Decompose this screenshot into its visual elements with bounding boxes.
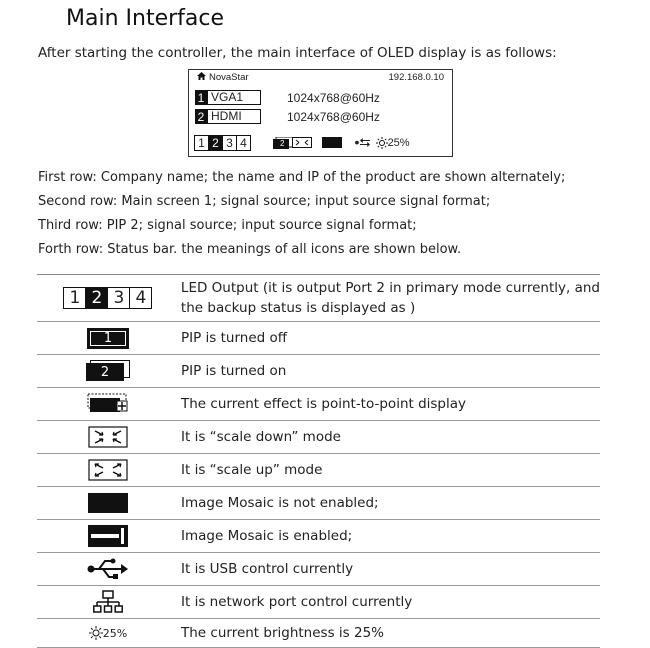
table-row: 2 PIP is turned on — [37, 355, 600, 388]
usb-icon: •⮀ — [354, 134, 371, 150]
oled-display — [188, 69, 453, 157]
table-row: Image Mosaic is not enabled; — [37, 487, 600, 520]
intro-text: After starting the controller, the main interface of OLED display is as follows: — [38, 45, 557, 61]
brightness-value: 25% — [387, 136, 410, 149]
status-bar — [194, 134, 410, 151]
port-4: 4 — [240, 135, 247, 150]
mosaic-on-icon — [88, 525, 128, 547]
pip-number: 2 — [195, 109, 207, 124]
table-row: 1 2 3 4 LED Output (it is output Port 2 in primary mode currently, and the backup status is displayed as ) — [37, 275, 600, 322]
table-row: It is network port control currently — [37, 586, 600, 619]
port-3: 3 — [223, 136, 237, 150]
scale-up-icon — [88, 459, 128, 481]
led-output-ports — [194, 135, 251, 151]
table-row: It is “scale up” mode — [37, 454, 600, 487]
main-screen-row — [195, 90, 380, 105]
point-to-point-icon — [87, 393, 129, 415]
led-output-icon: 1 2 3 4 — [63, 287, 152, 309]
scale-down-icon — [292, 137, 312, 148]
company-row — [197, 72, 249, 83]
pip-off-icon: 1 — [87, 328, 129, 349]
description-line-1: First row: Company name; the name and IP of the product are shown alternately; — [38, 170, 566, 185]
signal-source: HDMI — [207, 109, 261, 124]
table-row: 1 PIP is turned off — [37, 322, 600, 355]
table-row: It is “scale down” mode — [37, 421, 600, 454]
brightness-icon — [89, 626, 127, 640]
home-icon — [197, 72, 206, 80]
page-title: Main Interface — [66, 6, 225, 31]
pip-row — [195, 109, 380, 124]
pip-on-icon: 2 — [86, 360, 130, 382]
company-name: NovaStar — [209, 72, 249, 83]
signal-source: VGA1 — [207, 90, 261, 105]
port-1: 1 — [195, 136, 209, 150]
description-line-4: Forth row: Status bar. the meanings of all icons are shown below. — [38, 242, 462, 257]
port-2: 2 — [209, 136, 223, 150]
scale-down-icon — [88, 426, 128, 448]
description-line-3: Third row: PIP 2; signal source; input source signal format; — [38, 218, 417, 233]
table-row: The current effect is point-to-point display — [37, 388, 600, 421]
brightness-icon — [376, 137, 388, 149]
table-row: 25% The current brightness is 25% — [37, 619, 600, 648]
description-line-2: Second row: Main screen 1; signal source; input source signal format; — [38, 194, 491, 209]
signal-format: 1024x768@60Hz — [287, 109, 380, 124]
network-icon — [93, 590, 123, 614]
mosaic-off-icon — [88, 493, 128, 513]
table-row: It is USB control currently — [37, 553, 600, 586]
brightness-value: 25% — [102, 626, 128, 640]
signal-format: 1024x768@60Hz — [287, 90, 380, 105]
pip-number: 2 — [280, 139, 285, 148]
mosaic-off-icon — [322, 137, 342, 148]
icon-legend-table — [37, 274, 600, 648]
screen-number: 1 — [195, 90, 207, 105]
ip-address: 192.168.0.10 — [388, 72, 444, 83]
usb-icon — [87, 558, 129, 580]
table-row: Image Mosaic is enabled; — [37, 520, 600, 553]
